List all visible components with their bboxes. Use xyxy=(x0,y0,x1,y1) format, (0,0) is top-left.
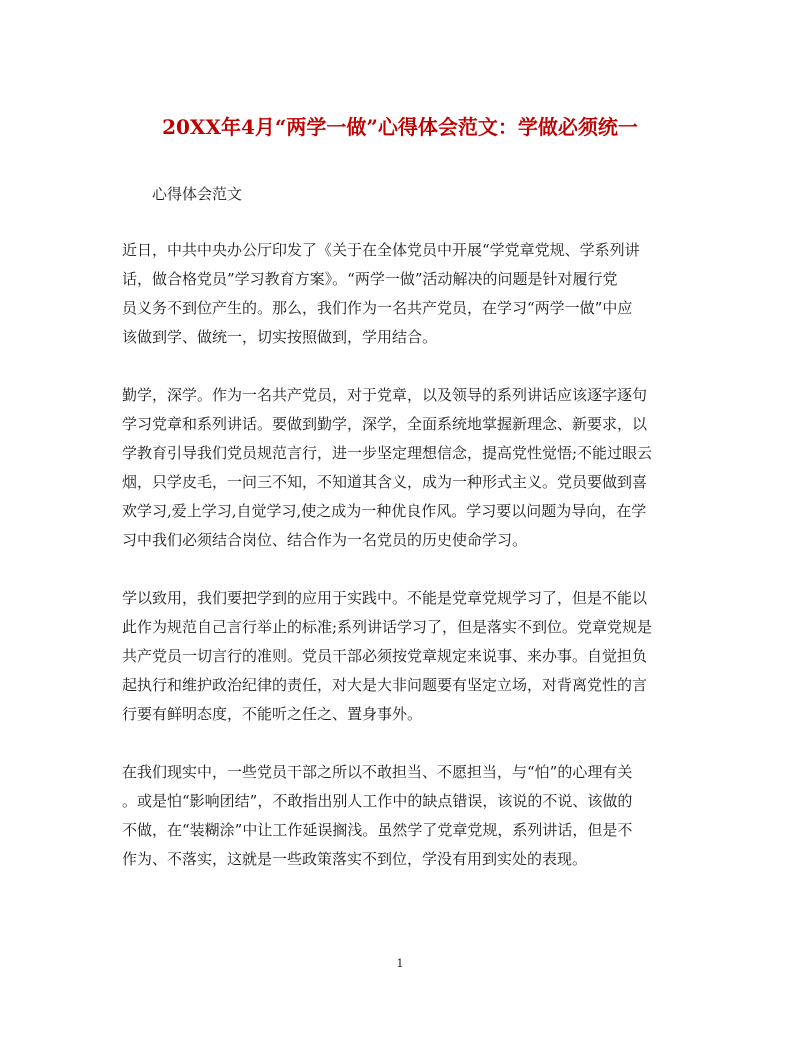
text-line: 作为、不落实，这就是一些政策落实不到位，学没有用到实处的表现。 xyxy=(122,850,588,868)
text-line: 。或是怕“影响团结”，不敢指出别人工作中的缺点错误，该说的不说、该做的 xyxy=(122,792,633,810)
document-body xyxy=(122,236,682,903)
text-line: 起执行和维护政治纪律的责任，对大是大非问题要有坚定立场，对背离党性的言 xyxy=(122,676,648,694)
text-line: 此作为规范自己言行举止的标准;系列讲话学习了，但是落实不到位。党章党规是 xyxy=(122,618,653,636)
text-line: 共产党员一切言行的准则。党员干部必须按党章规定来说事、来办事。自觉担负 xyxy=(122,647,648,665)
text-line: 欢学习,爱上学习,自觉学习,使之成为一种优良作风。学习要以问题为导向，在学 xyxy=(122,502,647,520)
text-line: 近日，中共中央办公厅印发了《关于在全体党员中开展“学党章党规、学系列讲 xyxy=(122,241,640,259)
paragraph-2 xyxy=(122,381,682,555)
document-title: 20XX年4月“两学一做”心得体会范文：学做必须统一 xyxy=(162,115,638,139)
text-line: 烟，只学皮毛，一问三不知，不知道其含义，成为一种形式主义。党员要做到喜 xyxy=(122,473,648,491)
text-line: 行要有鲜明态度，不能听之任之、置身事外。 xyxy=(122,705,423,723)
text-line: 员义务不到位产生的。那么，我们作为一名共产党员，在学习“两学一做”中应 xyxy=(122,299,633,317)
page-number: 1 xyxy=(396,957,404,970)
text-line: 学以致用，我们要把学到的应用于实践中。不能是党章党规学习了，但是不能以 xyxy=(122,589,648,607)
paragraph-4 xyxy=(122,758,682,874)
text-line: 话，做合格党员”学习教育方案》。“两学一做”活动解决的问题是针对履行党 xyxy=(122,270,618,288)
document-subtitle: 心得体会范文 xyxy=(152,185,243,203)
paragraph-3 xyxy=(122,584,682,729)
text-line: 该做到学、做统一，切实按照做到，学用结合。 xyxy=(122,328,438,346)
text-line: 不做，在“装糊涂”中让工作延误搁浅。虽然学了党章党规，系列讲话，但是不 xyxy=(122,821,633,839)
text-line: 习中我们必须结合岗位、结合作为一名党员的历史使命学习。 xyxy=(122,531,528,549)
text-line: 学习党章和系列讲话。要做到勤学，深学，全面系统地掌握新理念、新要求，以 xyxy=(122,415,648,433)
text-line: 学教育引导我们党员规范言行，进一步坚定理想信念，提高党性觉悟;不能过眼云 xyxy=(122,444,653,462)
text-line: 在我们现实中，一些党员干部之所以不敢担当、不愿担当，与“怕”的心理有关 xyxy=(122,763,633,781)
text-line: 勤学，深学。作为一名共产党员，对于党章，以及领导的系列讲话应该逐字逐句 xyxy=(122,386,648,404)
paragraph-1 xyxy=(122,236,682,352)
